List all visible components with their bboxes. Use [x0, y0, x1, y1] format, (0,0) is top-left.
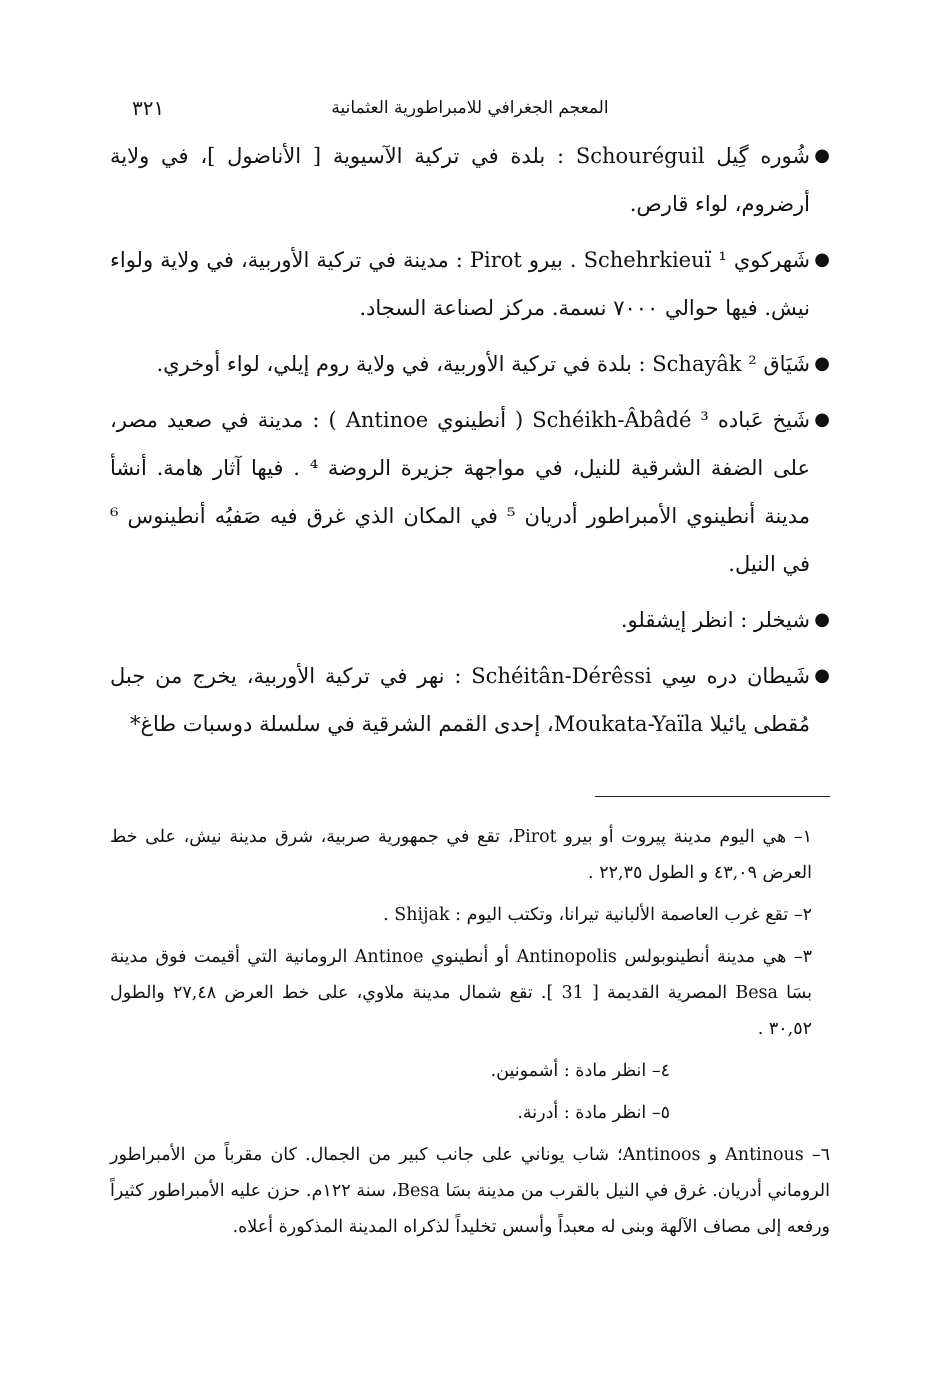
bullet-icon: ● — [814, 609, 830, 630]
entry-scheitan-deressi — [110, 652, 830, 748]
footnote-5: ٥– انظر مادة : أدرنة. — [517, 1103, 670, 1123]
entry-schehrkieui — [110, 236, 830, 332]
footnotes — [110, 819, 830, 1245]
footnote-2: ٢– تقع غرب العاصمة الألبانية تيرانا، وتكتب اليوم : Shijak . — [383, 905, 812, 925]
entry-text: شَيطان دره سِي Schéitân-Dérêssi : نهر في تركية الأوربية، يخرج من جبل مُقطى يائيلا Moukata-Yaïla، إحدى القمم الشرقية في سلسلة دوسبات طاغ* — [110, 664, 810, 736]
entry-scheikh-abade — [110, 396, 830, 588]
bullet-icon: ● — [814, 353, 830, 374]
entry-text: شَهركوي Schehrkieuï ¹ . بيرو Pirot : مدينة في تركية الأوربية، في ولاية ولواء نيش. فيها حوالي ٧٠٠٠ نسمة. مركز لصناعة السجاد. — [110, 248, 810, 320]
bullet-icon: ● — [814, 409, 830, 430]
entries-list — [110, 132, 830, 748]
footnote-separator — [595, 796, 830, 797]
bullet-icon: ● — [814, 665, 830, 686]
footnote-6: ٦– Antinous و Antinoos؛ شاب يوناني على جانب كبير من الجمال. كان مقرباً من الأمبراطور الروماني أدريان. غرق في النيل بالقرب من مدينة بسَا Besa، سنة ١٢٢م. حزن عليه الأمبراطور كثيراً ورفعه إلى مصاف الآلهة وبنى له معبداً وأسس تخليداً لذكراه المدينة المذكورة أعلاه. — [110, 1145, 831, 1237]
bullet-icon: ● — [814, 145, 830, 166]
footnote-4: ٤– انظر مادة : أشمونين. — [490, 1061, 670, 1081]
page-number: ٣٢١ — [132, 96, 165, 120]
footnote-3: ٣– هي مدينة أنطينوبولس Antinopolis أو أنطينوي Antinoe الرومانية التي أقيمت فوق مدينة بسَا Besa المصرية القديمة [ 31 ]. تقع شمال مدينة ملاوي، على خط العرض ٢٧,٤٨ والطول ٣٠,٥٢ . — [110, 947, 813, 1039]
footnote-1: ١– هي اليوم مدينة پيروت أو بيرو Pirot، تقع في جمهورية صربية، شرق مدينة نيش، على خط العرض ٤٣,٠٩ و الطول ٢٢,٣٥ . — [110, 827, 812, 883]
book-page — [110, 94, 830, 1251]
entry-text: شَيخ عَباده Schéikh-Âbâdé ³ ( أنطينوي Antinoe ) : مدينة في صعيد مصر، على الضفة الشرقية للنيل، في مواجهة جزيرة الروضة ⁴ . فيها آثار هامة. أنشأ مدينة أنطينوي الأمبراطور أدريان ⁵ في المكان الذي غرق فيه صَفيُه أنطينوس ⁶ في النيل. — [110, 408, 811, 576]
entry-text: شُوره گِيل Schouréguil : بلدة في تركية الآسيوية [ الأناضول ]، في ولاية أرضروم، لواء قارص. — [110, 144, 810, 216]
entry-text: شيخلر : انظر إيشقلو. — [620, 608, 810, 632]
running-title: المعجم الجغرافي للامبراطورية العثمانية — [331, 98, 609, 118]
entry-schoureguil — [110, 132, 830, 228]
entry-shikhlar — [110, 596, 830, 644]
entry-text: شَيَاق Schayâk ² : بلدة في تركية الأوربية، في ولاية روم إيلي، لواء أوخري. — [156, 352, 810, 376]
page-header — [110, 94, 830, 130]
entry-schayak — [110, 340, 830, 388]
bullet-icon: ● — [814, 249, 830, 270]
